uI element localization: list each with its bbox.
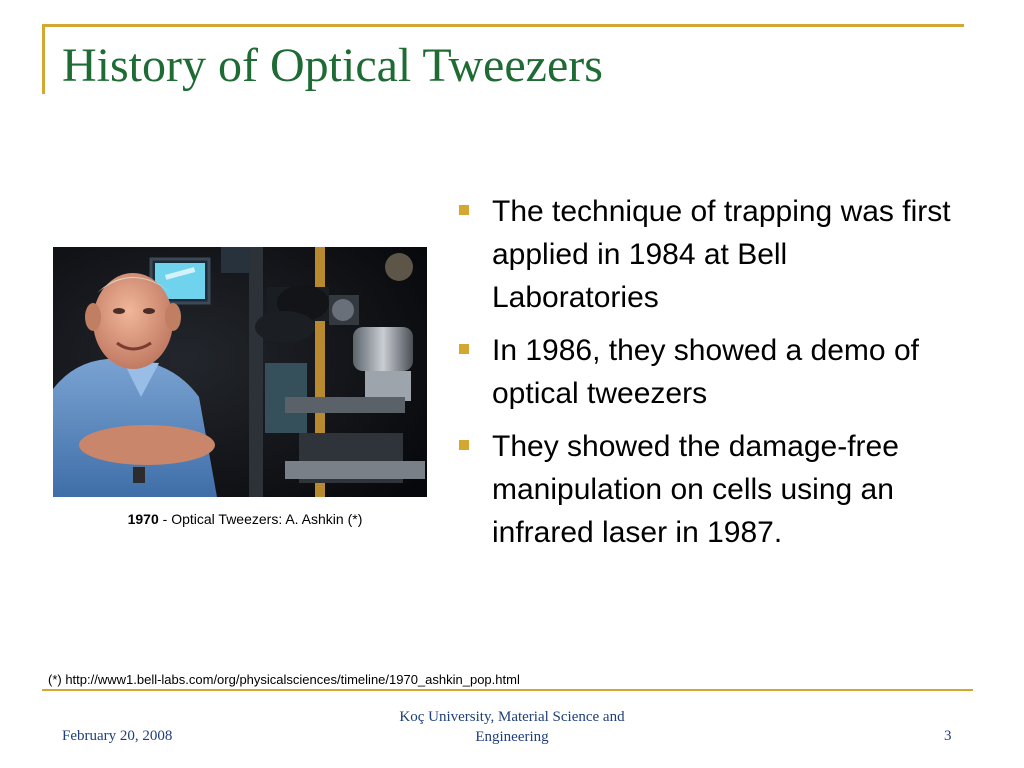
- footer-institution: [352, 707, 672, 747]
- slide-title: History of Optical Tweezers: [62, 39, 603, 92]
- bullet-text: They showed the damage-free manipulation on cells using an infrared laser in 1987.: [492, 430, 899, 549]
- square-bullet-icon: [459, 344, 469, 354]
- caption-year: 1970: [127, 511, 159, 527]
- caption-text: - Optical Tweezers: A. Ashkin (*): [158, 511, 363, 527]
- bullet-item: [452, 425, 952, 554]
- footer-date: February 20, 2008: [62, 728, 173, 744]
- bullet-list: [452, 190, 952, 564]
- square-bullet-icon: [459, 440, 469, 450]
- bullet-item: [452, 190, 952, 319]
- footer-institution-line1: Koç University, Material Science and: [399, 709, 625, 725]
- bullet-text: In 1986, they showed a demo of optical tweezers: [492, 334, 919, 410]
- square-bullet-icon: [459, 205, 469, 215]
- footer-rule: [42, 689, 973, 691]
- bullet-item: [452, 329, 952, 415]
- ashkin-photo: [53, 247, 427, 497]
- accent-frame-vertical: [42, 24, 45, 94]
- footer-institution-line2: Engineering: [475, 729, 549, 745]
- source-footnote: (*) http://www1.bell-labs.com/org/physicalsciences/timeline/1970_ashkin_pop.html: [48, 672, 520, 687]
- photo-caption: [53, 511, 437, 527]
- bullet-text: The technique of trapping was first applied in 1984 at Bell Laboratories: [492, 195, 951, 314]
- accent-frame-top: [42, 24, 964, 27]
- page-number: 3: [944, 728, 952, 744]
